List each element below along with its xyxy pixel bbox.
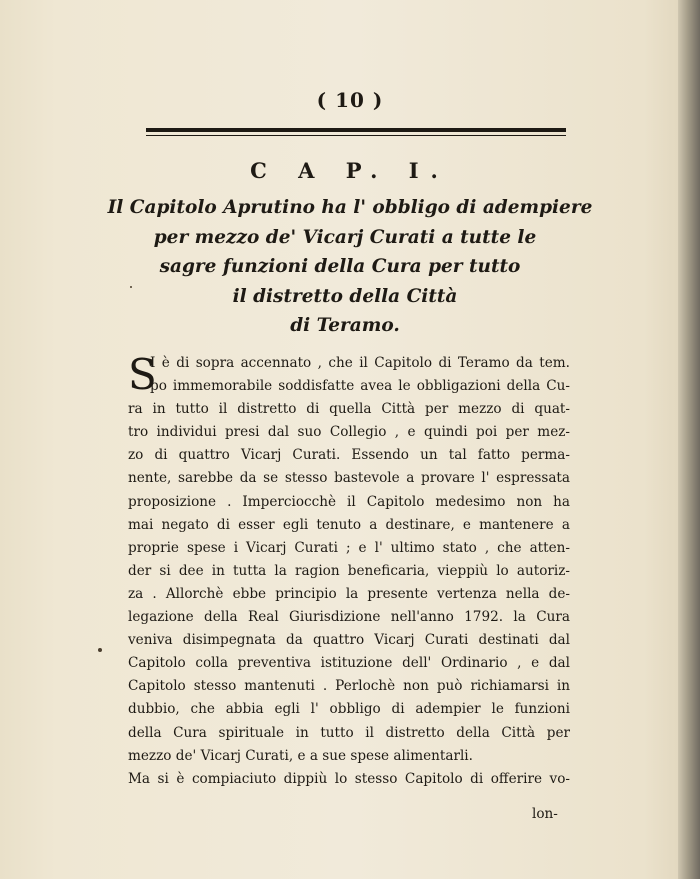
body-line: zo di quattro Vicarj Curati. Essendo un tal fatto perma- bbox=[128, 447, 570, 464]
header-rule-thick bbox=[146, 128, 566, 132]
title-line: per mezzo de' Vicarj Curati a tutte le bbox=[153, 226, 537, 248]
body-line: I è di sopra accennato , che il Capitolo di Teramo da tem. bbox=[150, 355, 570, 371]
ink-spot bbox=[130, 286, 132, 288]
body-line: veniva disimpegnata da quattro Vicarj Curati destinati dal bbox=[128, 632, 570, 649]
page-edge-shadow bbox=[678, 0, 700, 879]
body-line: nente, sarebbe da se stesso bastevole a provare l' espressata bbox=[128, 470, 570, 487]
body-line: proprie spese i Vicarj Curati ; e l' ultimo stato , che atten- bbox=[128, 539, 570, 556]
body-line: Capitolo stesso mantenuti . Perlochè non può richiamarsi in bbox=[128, 678, 570, 695]
title-line: il distretto della Città bbox=[232, 285, 458, 307]
title-line: sagre funzioni della Cura per tutto bbox=[159, 256, 521, 277]
body-line: der si dee in tutta la ragion beneficaria, vieppiù lo autoriz- bbox=[128, 562, 570, 579]
body-line: ra in tutto il distretto di quella Città per mezzo di quat- bbox=[128, 401, 570, 418]
drop-cap: S bbox=[128, 350, 157, 399]
title-line: di Teramo. bbox=[290, 315, 400, 336]
header-rule-thin bbox=[146, 135, 566, 136]
body-line: po immemorabile soddisfatte avea le obbligazioni della Cu- bbox=[150, 378, 570, 395]
body-line: dubbio, che abbia egli l' obbligo di adempier le funzioni bbox=[128, 701, 570, 718]
body-paragraph bbox=[128, 352, 570, 791]
body-line: della Cura spirituale in tutto il distretto della Città per bbox=[128, 724, 570, 741]
body-line: mezzo de' Vicarj Curati, e a sue spese alimentarli. bbox=[128, 747, 473, 764]
title-line: Il Capitolo Aprutino ha l' obbligo di adempiere bbox=[107, 197, 593, 218]
body-line: proposizione . Imperciocchè il Capitolo medesimo non ha bbox=[128, 493, 570, 510]
body-line: mai negato di esser egli tenuto a destinare, e mantenere a bbox=[128, 516, 570, 533]
chapter-title bbox=[100, 193, 600, 341]
chapter-heading: C A P. I. bbox=[250, 158, 450, 183]
catchword: lon- bbox=[532, 806, 558, 822]
body-line: Ma si è compiaciuto dippiù lo stesso Capitolo di offerire vo- bbox=[128, 770, 570, 787]
body-line: za . Allorchè ebbe principio la presente vertenza nella de- bbox=[128, 585, 570, 602]
body-line: legazione della Real Giurisdizione nell'anno 1792. la Cura bbox=[128, 609, 570, 626]
body-line: Capitolo colla preventiva istituzione dell' Ordinario , e dal bbox=[128, 655, 570, 672]
body-line: tro individui presi dal suo Collegio , e quindi poi per mez- bbox=[128, 424, 570, 441]
page-number: ( 10 ) bbox=[316, 88, 384, 112]
ink-spot bbox=[98, 648, 102, 652]
